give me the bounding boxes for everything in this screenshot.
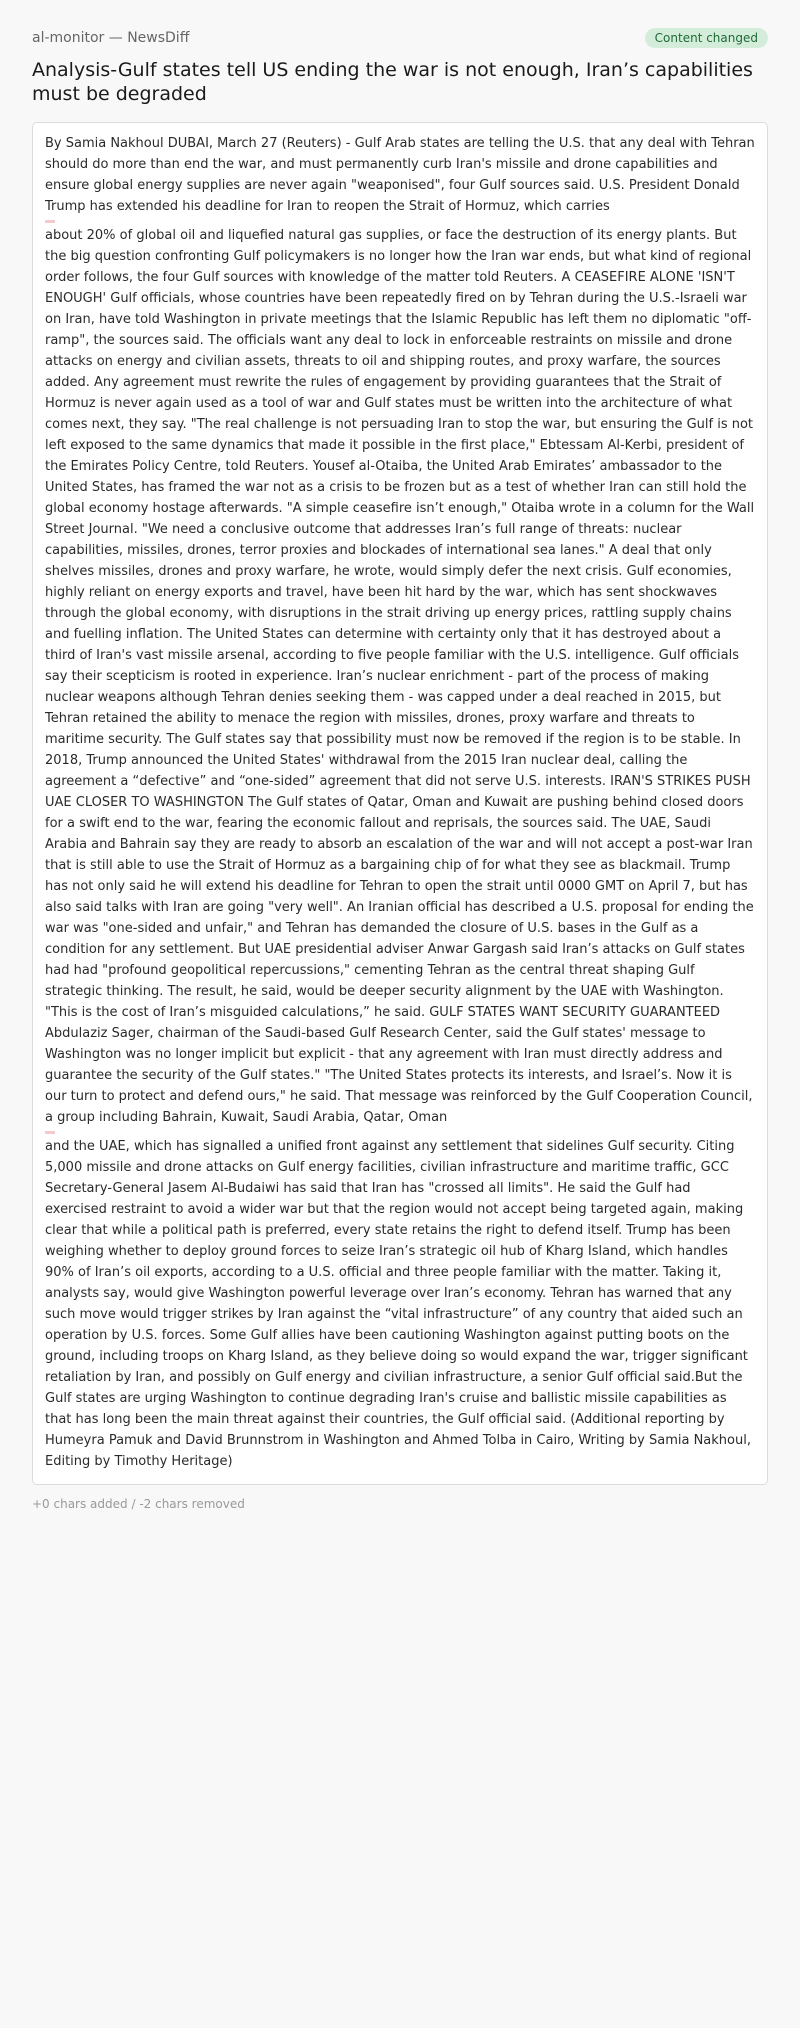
text-segment: about 20% of global oil and liquefied natural gas supplies, or face the destruction of its energy plants. But the big question confronting Gulf policymakers is no longer how the Iran war ends, but what kind of regional order follows, the four Gulf sources with knowledge of the matter told Reuters. A CEASEFIRE ALONE 'ISN'T ENOUGH' Gulf officials, whose countries have been repeatedly fired on by Tehran during the U.S.-Israeli war on Iran, have told Washington in private meetings that the Islamic Republic has left them no diplomatic "off-ramp", the sources said. The officials want any deal to lock in enforceable restraints on missile and drone attacks on energy and civilian assets, threats to oil and shipping routes, and proxy warfare, the sources added. Any agreement must rewrite the rules of engagement by providing guarantees that the Strait of Hormuz is never again used as a tool of war and Gulf states must be written into the architecture of what comes next, they say. "The real challenge is not persuading Iran to stop the war, but ensuring the Gulf is not left exposed to the same dynamics that made it possible in the first place," Ebtessam Al-Kerbi, president of the Emirates Policy Centre, told Reuters. Yousef al-Otaiba, the United Arab Emirates’ ambassador to the United States, has framed the war not as a crisis to be frozen but as a test of whether Iran can still hold the global economy hostage afterwards. "A simple ceasefire isn’t enough," Otaiba wrote in a column for the Wall Street Journal. "We need a conclusive outcome that addresses Iran’s full range of threats: nuclear capabilities, missiles, drones, terror proxies and blockades of international sea lanes." A deal that only shelves missiles, drones and proxy warfare, he wrote, would simply defer the next crisis. Gulf economies, highly reliant on energy exports and travel, have been hit hard by the war, which has sent shockwaves through the global economy, with disruptions in the strait driving up energy prices, rattling supply chains and fuelling inflation. The United States can determine with certainty only that it has destroyed about a third of Iran's vast missile arsenal, according to five people familiar with the U.S. intelligence. Gulf officials say their scepticism is rooted in experience. Iran’s nuclear enrichment - part of the process of making nuclear weapons although Tehran denies seeking them - was capped under a deal reached in 2015, but Tehran retained the ability to menace the region with missiles, drones, proxy warfare and threats to maritime security. The Gulf states say that possibility must now be removed if the region is to be stable. In 2018, Trump announced the United States' withdrawal from the 2015 Iran nuclear deal, calling the agreement a “defective” and “one-sided” agreement that did not serve U.S. interests. IRAN'S STRIKES PUSH UAE CLOSER TO WASHINGTON The Gulf states of Qatar, Oman and Kuwait are pushing behind closed doors for a swift end to the war, fearing the economic fallout and reprisals, the sources said. The UAE, Saudi Arabia and Bahrain say they are ready to absorb an escalation of the war and will not accept a post-war Iran that is still able to use the Strait of Hormuz as a bargaining chip of for what they see as blackmail. Trump has not only said he will extend his deadline for Tehran to open the strait until 0000 GMT on April 7, but has also said talks with Iran are going "very well". An Iranian official has described a U.S. proposal for ending the war was "one-sided and unfair," and Tehran has demanded the closure of U.S. bases in the Gulf as a condition for any settlement. But UAE presidential adviser Anwar Gargash said Iran’s attacks on Gulf states had had "profound geopolitical repercussions," cementing Tehran as the central threat shaping Gulf strategic thinking. The result, he said, would be deeper security alignment by the UAE with Washington. "This is the cost of Iran’s misguided calculations,” he said. GULF STATES WANT SECURITY GUARANTEED Abdulaziz Sager, chairman of the Saudi-based Gulf Research Center, said the Gulf states' message to Washington was no longer implicit but explicit - that any agreement with Iran must directly address and guarantee the security of the Gulf states." "The United States protects its interests, and Israel’s. Now it is our turn to protect and defend ours," he said. That message was reinforced by the Gulf Cooperation Council, a group including Bahrain, Kuwait, Saudi Arabia, Qatar, Oman [45,228,755,1125]
status-badge: Content changed [645,28,768,48]
removed-chars-marker [45,1131,55,1134]
diff-summary: +0 chars added / -2 chars removed [32,1497,245,1511]
removed-chars-marker [45,220,55,223]
text-segment: and the UAE, which has signalled a unified front against any settlement that sidelines Gulf security. Citing 5,000 missile and drone attacks on Gulf energy facilities, civilian infrastructure and maritime traffic, GCC Secretary-General Jasem Al-Budaiwi has said that Iran has "crossed all limits". He said the Gulf had exercised restraint to avoid a wider war but that the region would not accept being targeted again, making clear that while a political path is preferred, every state retains the right to defend itself. Trump has been weighing whether to deploy ground forces to seize Iran’s strategic oil hub of Kharg Island, which handles 90% of Iran’s oil exports, according to a U.S. official and three people familiar with the matter. Taking it, analysts say, would give Washington powerful leverage over Iran’s economy. Tehran has warned that any such move would trigger strikes by Iran against the “vital infrastructure” of any country that aided such an operation by U.S. forces. Some Gulf allies have been cautioning Washington against putting boots on the ground, including troops on Kharg Island, as they believe doing so would expand the war, trigger significant retaliation by Iran, and possibly on Gulf energy and civilian infrastructure, a senior Gulf official said.But the Gulf states are urging Washington to continue degrading Iran's cruise and ballistic missile capabilities as that has long been the main threat against their countries, the Gulf official said. (Additional reporting by Humeyra Pamuk and David Brunnstrom in Washington and Ahmed Tolba in Cairo, Writing by Samia Nakhoul, Editing by Timothy Heritage) [45,1139,751,1469]
header [32,26,768,50]
site-label: al-monitor — NewsDiff [32,30,190,46]
diff-content [32,122,768,1485]
article-title: Analysis-Gulf states tell US ending the war is not enough, Iran’s capabilities must be degraded [32,59,753,105]
text-segment: By Samia Nakhoul DUBAI, March 27 (Reuters) - Gulf Arab states are telling the U.S. that any deal with Tehran should do more than end the war, and must permanently curb Iran's missile and drone capabilities and ensure global energy supplies are never again "weaponised", four Gulf sources said. U.S. President Donald Trump has extended his deadline for Iran to reopen the Strait of Hormuz, which carries [45,136,755,214]
